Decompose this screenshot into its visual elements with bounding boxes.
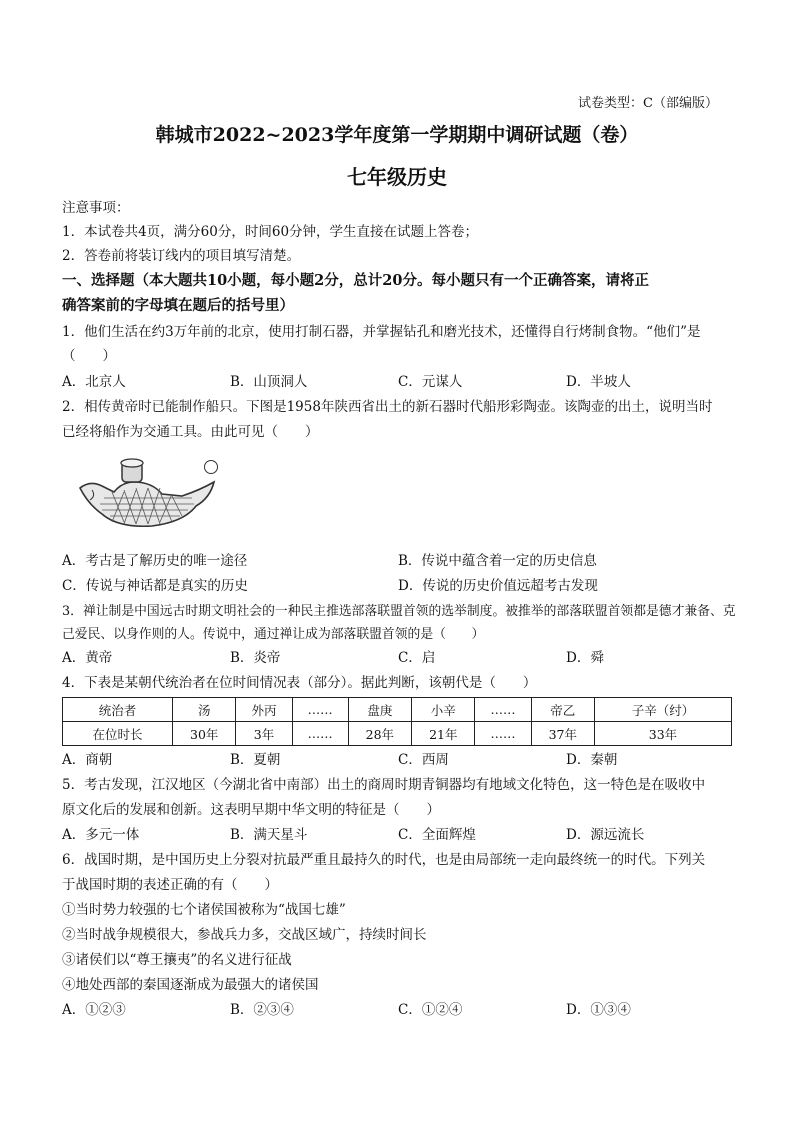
option-b[interactable]: B．山顶洞人 [230, 374, 308, 390]
option-a[interactable]: A．商朝 [62, 752, 113, 768]
circle-mark [204, 460, 218, 474]
table-cell: 37年 [531, 722, 594, 746]
question-2-options-row1 [62, 551, 732, 571]
table-cell: …… [475, 698, 531, 722]
table-cell: 21年 [412, 722, 475, 746]
exam-subtitle: 七年级历史 [347, 165, 447, 189]
option-d[interactable]: D．秦朝 [566, 752, 618, 768]
option-c[interactable]: C．启 [398, 650, 436, 666]
statement-4: ④地处西部的秦国逐渐成为最强大的诸侯国 [62, 977, 319, 993]
option-d[interactable]: D．①③④ [566, 1002, 631, 1018]
question-6-text: 6．战国时期，是中国历史上分裂对抗最严重且最持久的时代，也是由局部统一走向最终统一的时代。下列关 [62, 852, 706, 868]
question-2-text-cont: 已经将船作为交通工具。由此可见（ ） [62, 424, 319, 440]
option-b[interactable]: B．传说中蕴含着一定的历史信息 [398, 553, 597, 569]
table-cell: 帝乙 [531, 698, 594, 722]
option-c[interactable]: C．西周 [398, 752, 449, 768]
option-d[interactable]: D．源远流长 [566, 827, 645, 843]
option-d[interactable]: D．传说的历史价值远超考古发现 [398, 578, 598, 594]
ruler-reign-table [62, 697, 732, 746]
option-b[interactable]: B．炎帝 [230, 650, 281, 666]
question-6-text-cont: 于战国时期的表述正确的有（ ） [62, 877, 278, 893]
table-cell: …… [475, 722, 531, 746]
table-cell: 盘庚 [348, 698, 411, 722]
option-c[interactable]: C．元谋人 [398, 374, 463, 390]
table-row [63, 698, 732, 722]
question-1-options [62, 372, 732, 392]
option-a[interactable]: A．①②③ [62, 1002, 126, 1018]
question-5-options [62, 825, 732, 845]
table-cell: 28年 [348, 722, 411, 746]
note-item: 2．答卷前将装订线内的项目填写清楚。 [62, 248, 301, 264]
table-cell: 小辛 [412, 698, 475, 722]
option-b[interactable]: B．②③④ [230, 1002, 294, 1018]
option-a[interactable]: A．黄帝 [62, 650, 113, 666]
table-cell: 30年 [173, 722, 236, 746]
exam-title: 韩城市2022~2023学年度第一学期期中调研试题（卷） [155, 124, 639, 146]
table-cell: 3年 [236, 722, 292, 746]
note-item: 1．本试卷共4页，满分60分，时间60分钟，学生直接在试题上答卷； [62, 224, 479, 240]
question-5-text: 5．考古发现，江汉地区（今湖北省中南部）出土的商周时期青铜器均有地域文化特色，这一特色是在吸收中 [62, 777, 706, 793]
notes-heading: 注意事项： [62, 200, 130, 216]
question-6-options [62, 1000, 732, 1020]
option-c[interactable]: C．全面辉煌 [398, 827, 476, 843]
table-cell: 33年 [594, 722, 731, 746]
table-cell: …… [292, 722, 348, 746]
table-cell: 统治者 [63, 698, 173, 722]
option-a[interactable]: A．北京人 [62, 374, 126, 390]
question-4-text: 4．下表是某朝代统治者在位时间情况表（部分）。据此判断，该朝代是（ ） [62, 675, 537, 691]
statement-2: ②当时战争规模很大，参战兵力多，交战区域广，持续时间长 [62, 927, 427, 943]
table-row [63, 722, 732, 746]
painted-pottery-boat-image [72, 452, 222, 532]
option-c[interactable]: C．①②④ [398, 1002, 463, 1018]
statement-3: ③诸侯们以“尊王攘夷”的名义进行征战 [62, 952, 292, 968]
option-b[interactable]: B．夏朝 [230, 752, 281, 768]
option-d[interactable]: D．半坡人 [566, 374, 631, 390]
question-4-options [62, 750, 732, 770]
table-cell: 汤 [173, 698, 236, 722]
question-3-text: 3．禅让制是中国远古时期文明社会的一种民主推选部落联盟首领的选举制度。被推举的部落联盟首领都是德才兼备、克 [62, 604, 736, 619]
option-b[interactable]: B．满天星斗 [230, 827, 308, 843]
option-a[interactable]: A．多元一体 [62, 827, 140, 843]
question-3-options [62, 648, 732, 668]
table-cell: …… [292, 698, 348, 722]
table-cell: 子辛（纣） [594, 698, 731, 722]
option-d[interactable]: D．舜 [566, 650, 604, 666]
section-heading-cont: 确答案前的字母填在题后的括号里） [62, 297, 294, 314]
option-a[interactable]: A．考古是了解历史的唯一途径 [62, 553, 248, 569]
table-cell: 在位时长 [63, 722, 173, 746]
question-5-text-cont: 原文化后的发展和创新。这表明早期中华文明的特征是（ ） [62, 802, 440, 818]
paper-type: 试卷类型：C（部编版） [578, 96, 718, 111]
question-3-text-cont: 己爱民、以身作则的人。传说中，通过禅让成为部落联盟首领的是（ ） [62, 627, 485, 642]
section-heading: 一、选择题（本大题共10小题，每小题2分，总计20分。每小题只有一个正确答案，请将正 [62, 272, 649, 289]
option-c[interactable]: C．传说与神话都是真实的历史 [62, 578, 248, 594]
question-2-options-row2 [62, 576, 732, 596]
question-1-text: 1．他们生活在约3万年前的北京，使用打制石器，并掌握钻孔和磨光技术，还懂得自行烤制食物。“他们”是 [62, 324, 701, 340]
question-1-blank: （ ） [62, 348, 116, 364]
statement-1: ①当时势力较强的七个诸侯国被称为“战国七雄” [62, 902, 346, 918]
question-2-text: 2．相传黄帝时已能制作船只。下图是1958年陕西省出土的新石器时代船形彩陶壶。该陶壶的出土，说明当时 [62, 399, 713, 415]
table-cell: 外丙 [236, 698, 292, 722]
